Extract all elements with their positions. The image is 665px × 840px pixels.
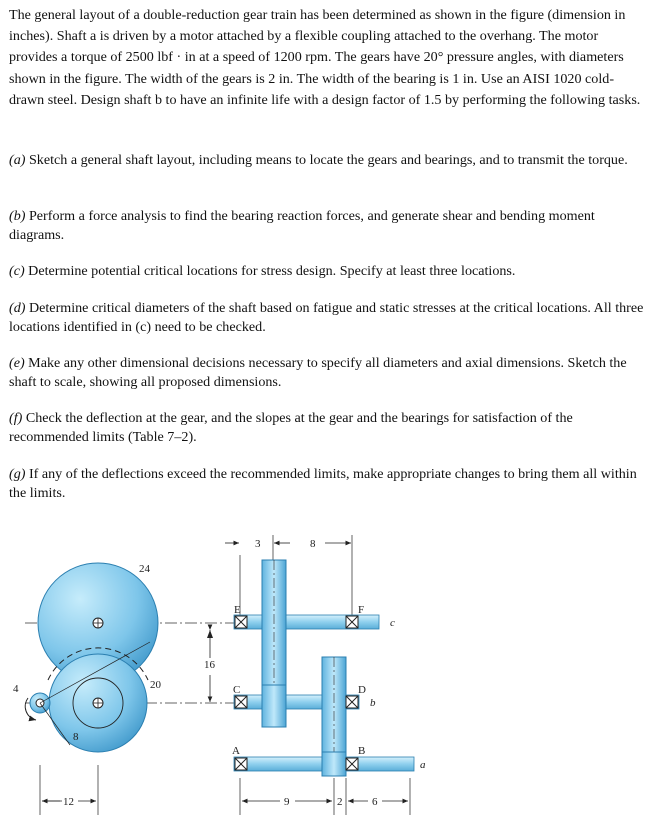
task-text: Make any other dimensional decisions necessary to specify all diameters and axial dimensions. Sketch the shaft to scale, showing all proposed dimensions.: [9, 355, 627, 390]
task-label: (a): [9, 152, 26, 168]
label-E: E: [234, 604, 241, 616]
task-text: Determine critical diameters of the shaft based on fatigue and static stresses at the critical locations. All three locations identified in (c) need to be checked.: [9, 300, 644, 335]
task-text: If any of the deflections exceed the recommended limits, make appropriate changes to bring them all within the limits.: [9, 466, 637, 501]
bearing-A: [235, 758, 247, 770]
task-c: [9, 262, 649, 281]
task-f: [9, 409, 649, 446]
label-shaft-a: a: [420, 759, 426, 771]
task-label: (b): [9, 208, 26, 224]
dim-8-top: 8: [310, 538, 316, 550]
task-text: Sketch a general shaft layout, including means to locate the gears and bearings, and to transmit the torque.: [25, 152, 628, 168]
task-label: (d): [9, 300, 26, 316]
dim-12: 12: [63, 796, 74, 808]
side-view: [225, 535, 426, 815]
task-b: [9, 207, 649, 244]
task-label: (f): [9, 410, 23, 426]
task-a: [9, 151, 649, 170]
pinion-on-shaft-a: [322, 752, 346, 776]
dim-16-group: [204, 630, 216, 702]
task-text: Perform a force analysis to find the bearing reaction forces, and generate shear and bending moment diagrams.: [9, 208, 595, 243]
task-label: (e): [9, 355, 25, 371]
dim-6: 6: [372, 796, 378, 808]
problem-statement: The general layout of a double-reduction gear train has been determined as shown in the figure (dimension in inches). Shaft a is driven by a motor attached by a flexible coupling attached to the overhang. The motor provides a torque of 2500 lbf · in at a speed of 1200 rpm. The gears have 20° pressure angles, with diameters shown in the figure. The width of the gears is 2 in. The width of the bearing is 1 in. Use an AISI 1020 cold-drawn steel. Design shaft b to have an infinite life with a design factor of 1.5 by performing the following tasks.: [9, 7, 641, 108]
task-label: (g): [9, 466, 26, 482]
bearing-F: [346, 616, 358, 628]
dim-8: 8: [73, 731, 79, 743]
label-B: B: [358, 745, 366, 757]
task-d: [9, 299, 649, 336]
dim-9: 9: [284, 796, 290, 808]
dim-2: 2: [337, 796, 343, 808]
task-text: Determine potential critical locations for stress design. Specify at least three locations.: [24, 263, 516, 279]
gear-b-left: [262, 685, 286, 727]
bearing-D: [346, 696, 358, 708]
bearing-B: [346, 758, 358, 770]
label-F: F: [358, 604, 365, 616]
task-text: Check the deflection at the gear, and the slopes at the gear and the bearings for satisfaction of the recommended limits (Table 7–2).: [9, 410, 573, 445]
task-g: [9, 465, 649, 502]
bearing-C: [235, 696, 247, 708]
task-label: (c): [9, 263, 25, 279]
label-shaft-c: c: [390, 617, 395, 629]
dim-20: 20: [150, 679, 161, 691]
dim-4: 4: [13, 683, 19, 695]
dim-3: 3: [255, 538, 261, 550]
gear-train-figure: [0, 520, 665, 840]
label-A: A: [232, 745, 240, 757]
task-e: [9, 354, 649, 391]
label-D: D: [358, 684, 366, 696]
label-shaft-b: b: [370, 697, 376, 709]
dim-16: 16: [204, 659, 215, 671]
dim-24: 24: [139, 563, 150, 575]
end-view: [13, 563, 290, 815]
label-C: C: [233, 684, 241, 696]
bearing-E: [235, 616, 247, 628]
